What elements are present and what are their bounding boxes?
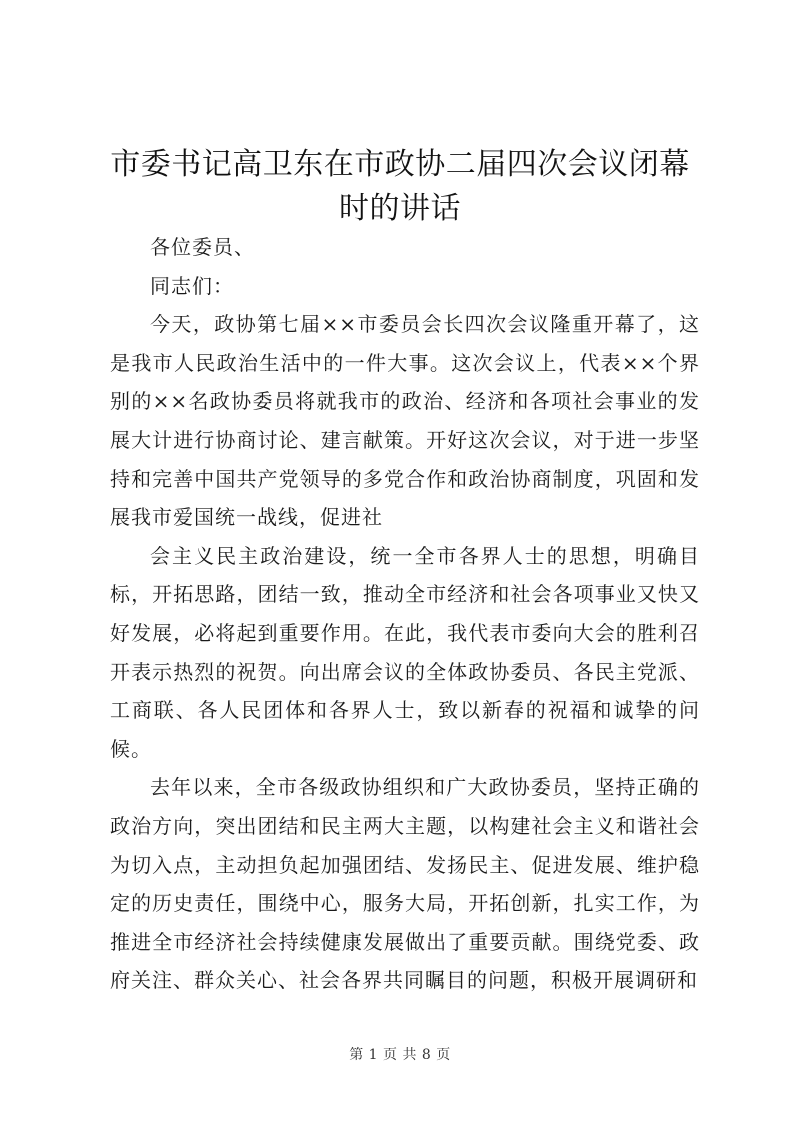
paragraph-3: 去年以来，全市各级政协组织和广大政协委员，坚持正确的政治方向，突出团结和民主两大主题，以构建社会主义和谐社会为切入点，主动担负起加强团结、发扬民主、促进发展、维护稳定的历史责任，围绕中心，服务大局，开拓创新，扎实工作，为推进全市经济社会持续健康发展做出了重要贡献。围绕党委、政府关注、群众关心、社会各界共同瞩目的问题，积极开展调研和	[110, 775, 700, 993]
greeting-line-1: 各位委员、	[150, 235, 255, 259]
page-footer: 第 1 页 共 8 页	[349, 1047, 451, 1063]
greeting-line-2: 同志们：	[150, 273, 234, 298]
document-title: 市委书记高卫东在市政协二届四次会议闭幕时的讲话	[110, 147, 690, 226]
paragraph-2: 会主义民主政治建设，统一全市各界人士的思想，明确目标，开拓思路，团结一致，推动全市经济和社会各项事业又快又好发展，必将起到重要作用。在此，我代表市委向大会的胜利召开表示热烈的祝贺。向出席会议的全体政协委员、各民主党派、工商联、各人民团体和各界人士，致以新春的祝福和诚挚的问候。	[110, 543, 700, 761]
paragraph-1: 今天，政协第七届××市委员会长四次会议隆重开幕了，这是我市人民政治生活中的一件大事。这次会议上，代表××个界别的××名政协委员将就我市的政治、经济和各项社会事业的发展大计进行协商讨论、建言献策。开好这次会议，对于进一步坚持和完善中国共产党领导的多党合作和政治协商制度，巩固和发展我市爱国统一战线，促进社	[110, 312, 700, 530]
document-body	[110, 228, 700, 1000]
